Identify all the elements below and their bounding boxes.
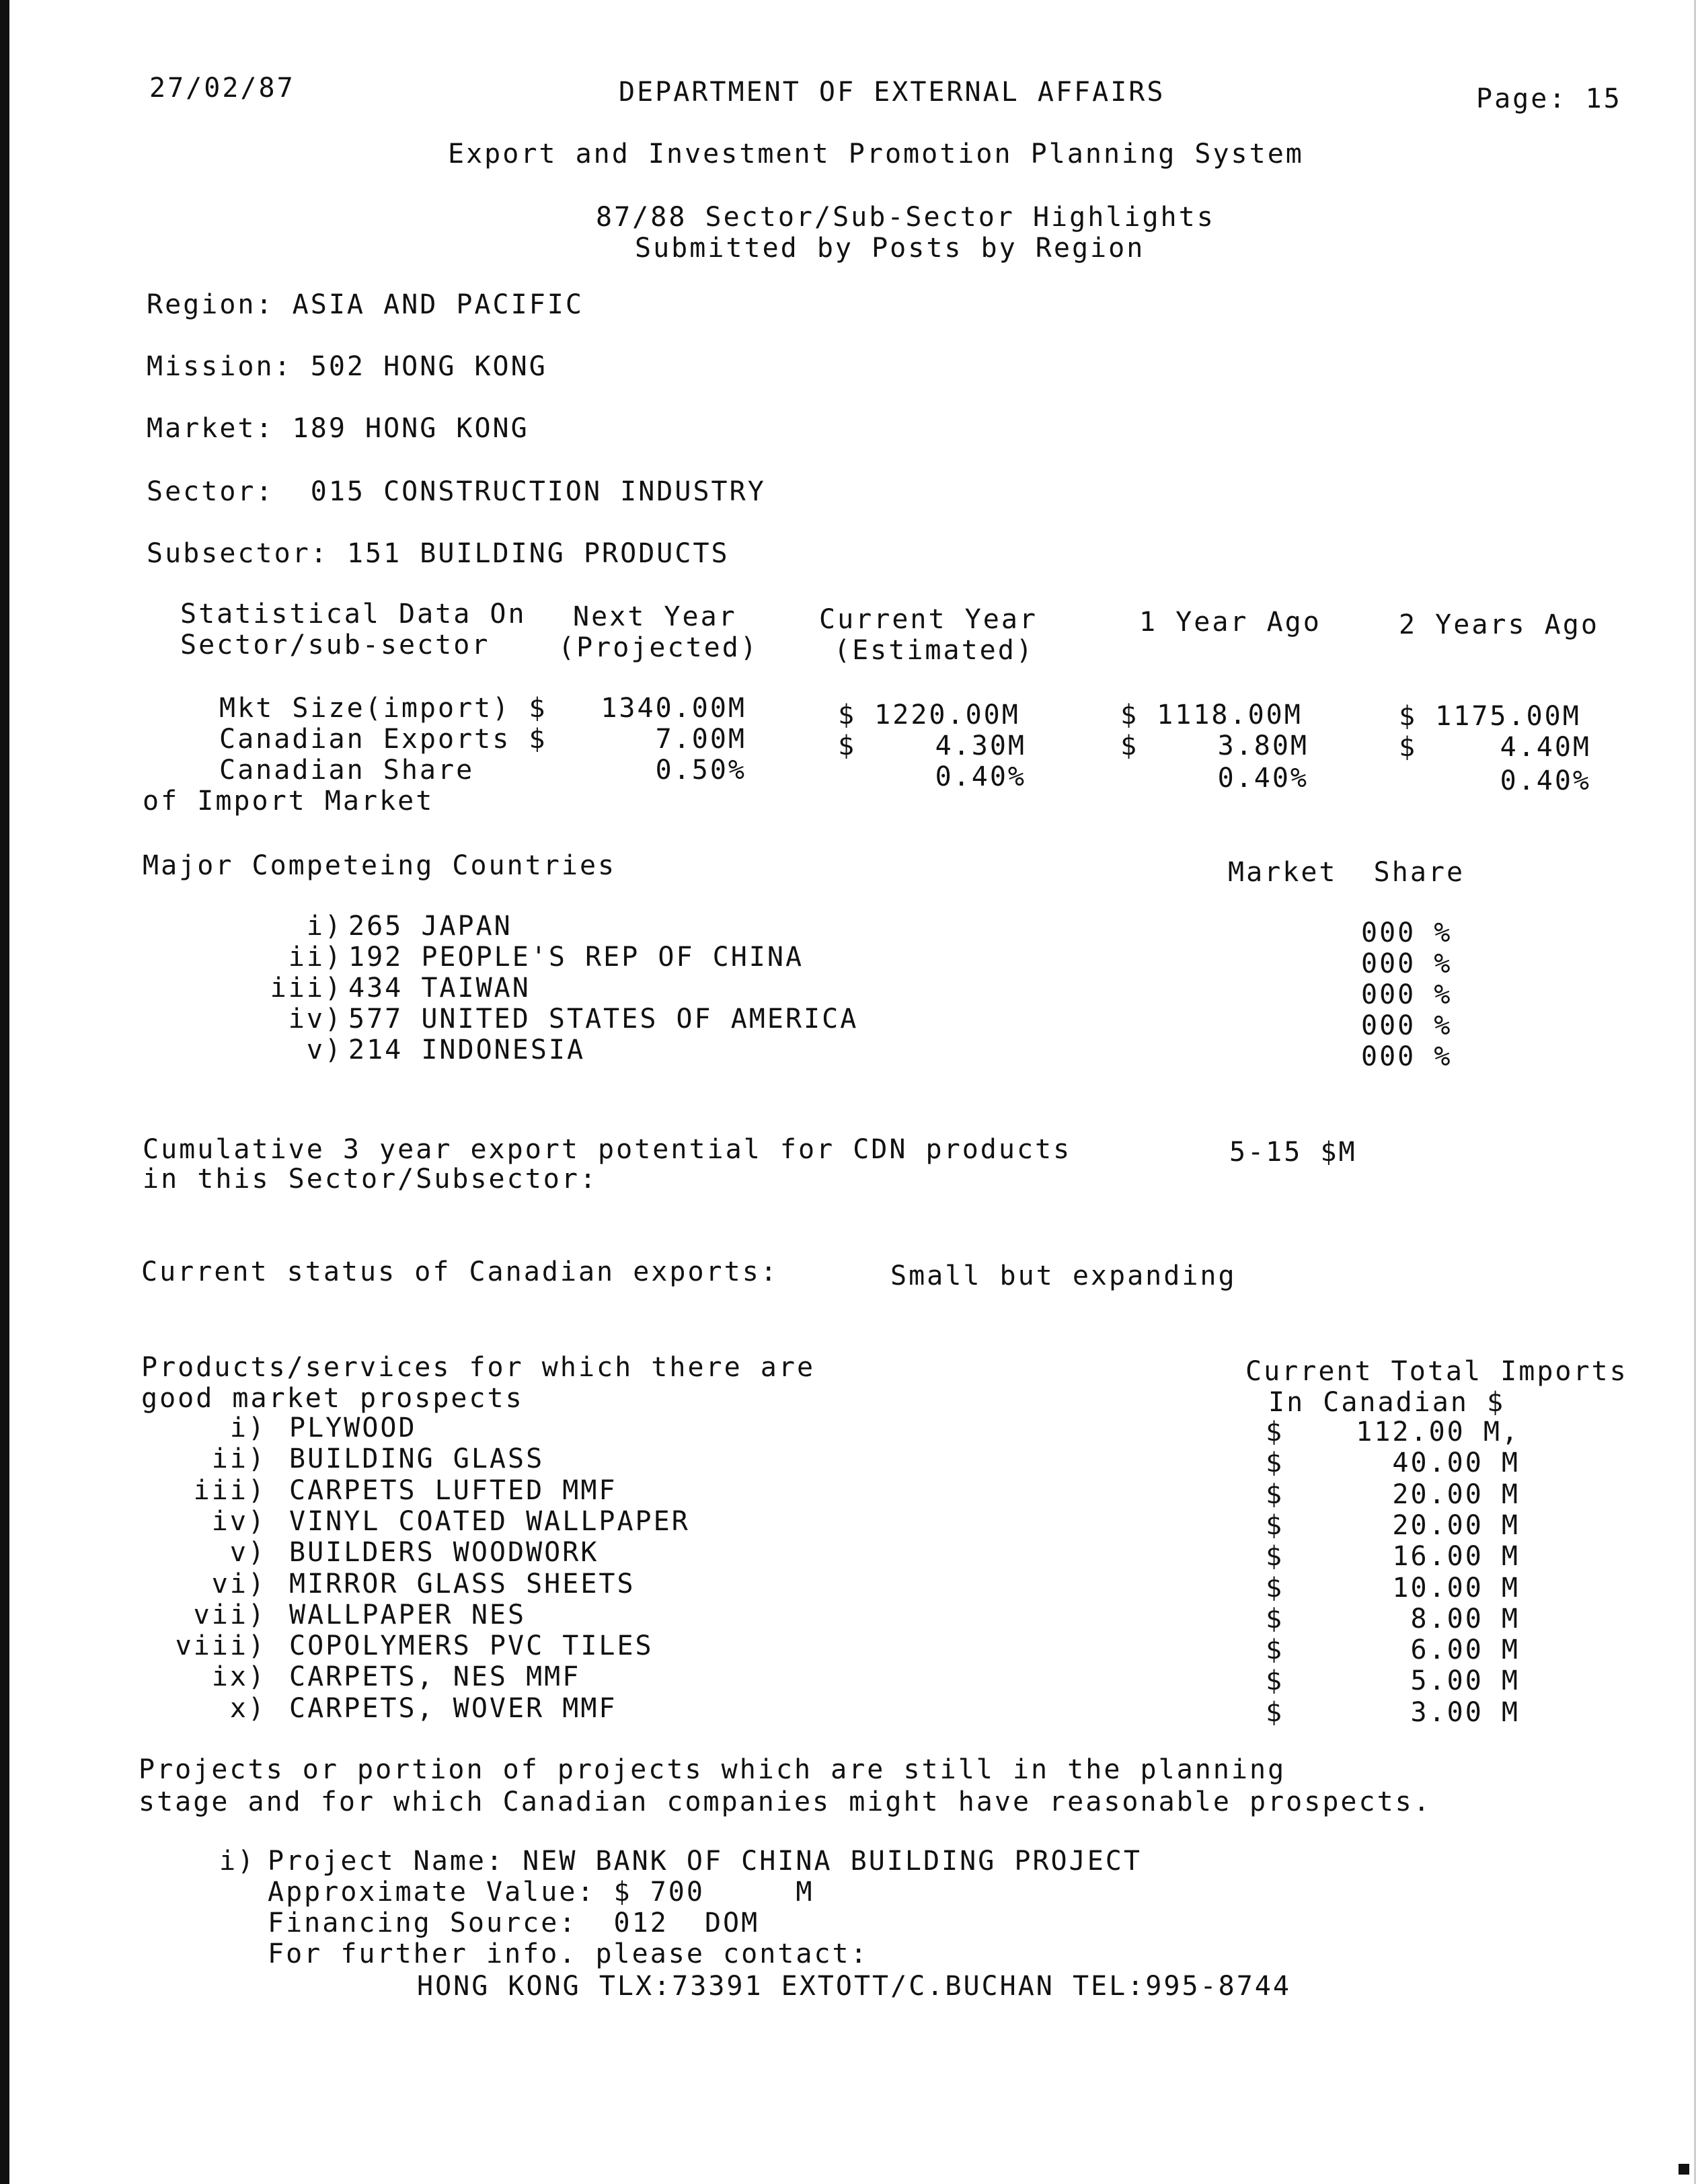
potential-value: 5-15 $M [1229,1137,1357,1168]
project-contact: HONG KONG TLX:73391 EXTOTT/C.BUCHAN TEL:995-8744 [417,1971,1291,2002]
competitor-number: v) [306,1034,343,1065]
share-current-year: 0.40% [935,761,1026,792]
exports-two-years-ago: 4.40M [1500,732,1591,763]
product-number: vii) [193,1599,266,1630]
exports-2yr-dollar: $ [1399,732,1418,763]
subsector-field: Subsector: 151 BUILDING PRODUCTS [147,538,730,569]
product-number: viii) [175,1630,266,1661]
project-value: Approximate Value: $ 700 M [268,1877,814,1908]
product-import-value: 20.00 M [1392,1510,1520,1541]
exports-one-year-ago: 3.80M [1217,730,1309,761]
exports-current-year: 4.30M [935,730,1026,761]
competitor-name: 192 PEOPLE'S REP OF CHINA [348,942,804,973]
product-name: MIRROR GLASS SHEETS [289,1569,635,1599]
imports-header-line2: In Canadian $ [1268,1387,1506,1418]
product-number: ii) [211,1443,266,1474]
potential-line1: Cumulative 3 year export potential for CDN products [143,1134,1072,1165]
product-number: vi) [211,1569,266,1599]
share-two-years-ago: 0.40% [1500,765,1591,796]
report-title: 87/88 Sector/Sub-Sector Highlights [596,202,1215,233]
competitor-market-share: 000 % [1361,1010,1453,1041]
product-number: v) [229,1537,266,1568]
row-share-label-2: of Import Market [143,786,434,817]
product-name: CARPETS, WOVER MMF [289,1693,617,1724]
competitor-market-share: 000 % [1361,1041,1453,1072]
product-import-value: 6.00 M [1410,1634,1520,1665]
product-import-value: 40.00 M [1392,1447,1520,1478]
competitors-title: Major Competeing Countries [143,850,617,881]
product-import-value: 5.00 M [1410,1665,1520,1696]
market-share-header: Market Share [1228,857,1465,888]
mkt-one-year-ago: $ 1118.00M [1120,700,1303,730]
product-currency: $ [1266,1697,1284,1728]
competitor-market-share: 000 % [1361,948,1453,979]
stats-header-line1: Statistical Data On [180,599,527,630]
department-name: DEPARTMENT OF EXTERNAL AFFAIRS [619,77,1165,108]
product-currency: $ [1266,1541,1284,1572]
status-value: Small but expanding [890,1260,1237,1291]
product-import-value: 112.00 M, [1356,1417,1520,1447]
competitor-name: 265 JAPAN [348,911,512,942]
exports-next-year: 7.00M [655,724,746,755]
product-currency: $ [1266,1665,1284,1696]
competitor-number: ii) [288,942,343,973]
product-currency: $ [1266,1447,1284,1478]
product-import-value: 3.00 M [1410,1697,1520,1728]
row-exports-label: Canadian Exports $ [219,724,547,755]
mission-field: Mission: 502 HONG KONG [147,351,547,382]
competitor-name: 577 UNITED STATES OF AMERICA [348,1004,859,1034]
product-import-value: 8.00 M [1410,1604,1520,1634]
product-currency: $ [1266,1417,1284,1447]
product-number: iii) [193,1475,266,1506]
col-next-year-note: (Projected) [558,632,759,663]
product-name: WALLPAPER NES [289,1599,527,1630]
product-name: CARPETS LUFTED MMF [289,1475,617,1506]
col-two-years-ago: 2 Years Ago [1399,609,1599,640]
competitor-number: iii) [270,973,343,1004]
product-number: iv) [211,1506,266,1537]
potential-line2: in this Sector/Subsector: [143,1164,599,1195]
project-contact-label: For further info. please contact: [268,1938,869,1969]
product-import-value: 20.00 M [1392,1479,1520,1510]
stats-header-line2: Sector/sub-sector [180,630,490,661]
product-import-value: 16.00 M [1392,1541,1520,1572]
product-currency: $ [1266,1479,1284,1510]
product-name: VINYL COATED WALLPAPER [289,1506,690,1537]
system-title: Export and Investment Promotion Planning System [448,139,1304,170]
row-share-label: Canadian Share [219,755,475,786]
product-name: COPOLYMERS PVC TILES [289,1630,654,1661]
col-current-year-note: (Estimated) [834,635,1034,666]
project-number: i) [219,1846,256,1877]
products-title-line2: good market prospects [141,1383,524,1414]
product-import-value: 10.00 M [1392,1573,1520,1604]
project-financing: Financing Source: 012 DOM [268,1908,760,1938]
market-field: Market: 189 HONG KONG [147,413,529,444]
col-one-year-ago: 1 Year Ago [1139,607,1321,638]
report-date: 27/02/87 [149,73,295,104]
product-name: BUILDERS WOODWORK [289,1537,599,1568]
product-name: PLYWOOD [289,1413,417,1443]
competitor-number: iv) [288,1004,343,1034]
product-currency: $ [1266,1573,1284,1604]
sector-field: Sector: 015 CONSTRUCTION INDUSTRY [147,476,766,507]
products-title-line1: Products/services for which there are [141,1352,816,1383]
product-currency: $ [1266,1634,1284,1665]
mkt-two-years-ago: $ 1175.00M [1399,701,1581,732]
projects-intro-line1: Projects or portion of projects which are still in the planning [139,1754,1286,1785]
product-currency: $ [1266,1604,1284,1634]
competitor-market-share: 000 % [1361,979,1453,1010]
share-one-year-ago: 0.40% [1217,763,1309,794]
mkt-next-year: 1340.00M [601,693,746,724]
exports-current-dollar: $ [838,730,857,761]
col-next-year: Next Year [573,601,737,632]
row-mkt-size-label: Mkt Size(import) $ [219,693,547,724]
col-current-year: Current Year [819,604,1038,635]
region-field: Region: ASIA AND PACIFIC [147,289,584,320]
competitor-market-share: 000 % [1361,917,1453,948]
product-number: i) [229,1413,266,1443]
report-subtitle: Submitted by Posts by Region [635,233,1145,264]
projects-intro-line2: stage and for which Canadian companies might have reasonable prospects. [139,1786,1432,1817]
mkt-current-year: $ 1220.00M [838,700,1020,730]
product-name: BUILDING GLASS [289,1443,545,1474]
exports-1yr-dollar: $ [1120,730,1139,761]
scan-corner-mark [1679,2164,1689,2175]
product-name: CARPETS, NES MMF [289,1661,581,1692]
page-number: Page: 15 [1476,83,1622,114]
scan-left-edge [0,0,9,2184]
product-number: ix) [211,1661,266,1692]
product-number: x) [229,1693,266,1724]
competitor-name: 434 TAIWAN [348,973,531,1004]
competitor-name: 214 INDONESIA [348,1034,586,1065]
product-currency: $ [1266,1510,1284,1541]
status-label: Current status of Canadian exports: [141,1256,779,1287]
competitor-number: i) [306,911,343,942]
imports-header-line1: Current Total Imports [1245,1356,1628,1387]
share-next-year: 0.50% [655,755,746,786]
project-name: Project Name: NEW BANK OF CHINA BUILDING PROJECT [268,1846,1142,1877]
